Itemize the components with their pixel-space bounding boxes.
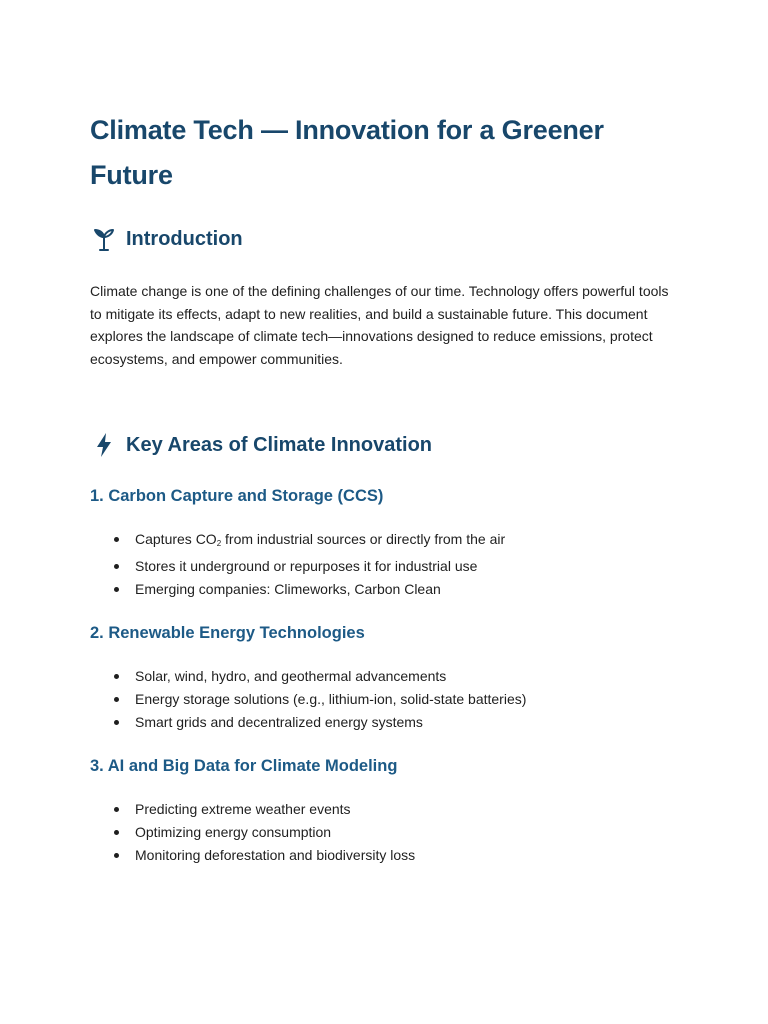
bullet-dot [114, 564, 119, 569]
introduction-paragraph: Climate change is one of the defining challenges of our time. Technology offers powerful tools to mitigate its effects, adapt to new realities, and build a sustainable future. This document explores the landscape of climate tech—innovations designed to reduce emissions, protect ecosystems, and empower communities. [90, 283, 669, 367]
lightning-icon [90, 431, 118, 459]
bullet-dot [114, 830, 119, 835]
list-item: Stores it underground or repurposes it for industrial use [90, 555, 680, 578]
bullet-dot [114, 674, 119, 679]
key-areas-heading-text: Key Areas of Climate Innovation [126, 433, 432, 456]
list-item: Energy storage solutions (e.g., lithium-ion, solid-state batteries) [90, 688, 680, 711]
list-item: Solar, wind, hydro, and geothermal advancements [90, 665, 680, 688]
section-heading-ccs: 1. Carbon Capture and Storage (CCS) [90, 487, 384, 505]
bullet-dot [114, 697, 119, 702]
document-title: Climate Tech — Innovation for a Greener Future [90, 115, 604, 190]
key-areas-heading [90, 430, 680, 460]
seedling-icon [90, 225, 118, 253]
bullet-list-ccs [90, 528, 680, 601]
list-item: Emerging companies: Climeworks, Carbon Clean [90, 578, 680, 601]
list-item: Monitoring deforestation and biodiversity loss [90, 844, 680, 867]
bullet-list-ai-big-data [90, 798, 680, 867]
bullet-list-renewable-energy [90, 665, 680, 734]
list-item: Predicting extreme weather events [90, 798, 680, 821]
list-item: Optimizing energy consumption [90, 821, 680, 844]
introduction-heading [90, 224, 680, 254]
bullet-dot [114, 853, 119, 858]
section-heading-ai-big-data: 3. AI and Big Data for Climate Modeling [90, 757, 398, 775]
document-page [90, 108, 680, 867]
list-item: Smart grids and decentralized energy systems [90, 711, 680, 734]
bullet-dot [114, 720, 119, 725]
introduction-heading-text: Introduction [126, 227, 243, 250]
section-heading-renewable-energy: 2. Renewable Energy Technologies [90, 624, 365, 642]
bullet-dot [114, 587, 119, 592]
bullet-dot [114, 537, 119, 542]
bullet-dot [114, 807, 119, 812]
list-item: Captures $CO_2$ from industrial sources or directly from the air [90, 528, 680, 555]
